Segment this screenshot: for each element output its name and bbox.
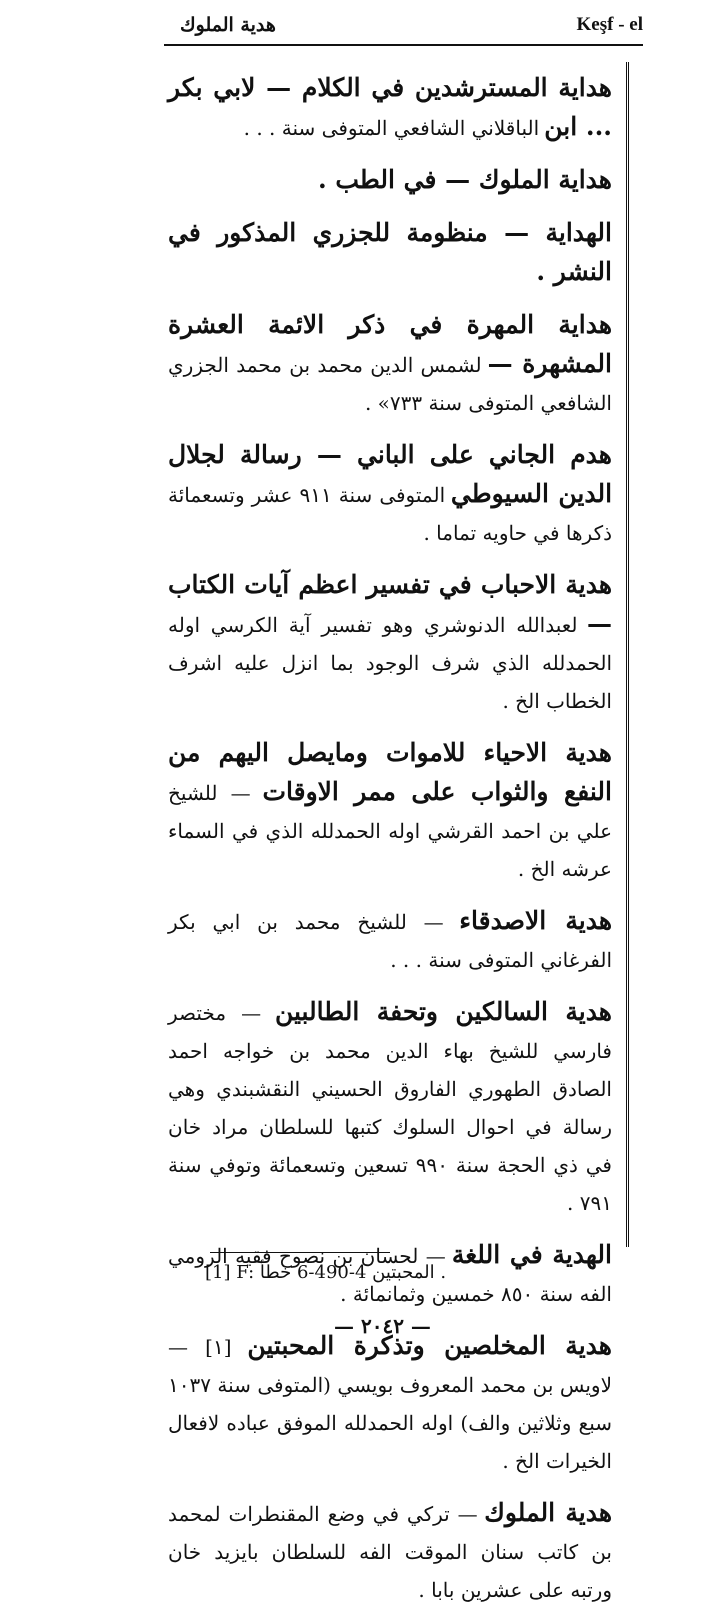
page-number: — ٢٠٤٢ — [334,1314,431,1338]
entries-column [168,70,612,1624]
entry-body: المتوفى سنة ٩١١ عشر وتسعمائة ذكرها في حاويه تماما . [168,483,612,545]
entry-title: الهداية — منظومة للجزري المذكور في النشر . [168,218,612,286]
entry-title: هدية الاصدقاء [459,906,613,935]
entry-body: [١] — لاويس بن محمد المعروف بويسي (المتوفى سنة ١٠٣٧ سبع وثلاثين والف) اوله الحمدلله الموفق عباده لافعال الخيرات الخ . [168,1335,612,1473]
entry-body: — لحسان بن نصوح فقيه الرومي الفه سنة ٨٥٠ خمسين وثمانمائة . [168,1244,612,1306]
entry-title: هدية الاحياء للاموات ومايصل اليهم من النفع والثواب على ممر الاوقات [168,738,612,806]
entry-title: هدية المخلصين وتذكرة المحبتين [247,1331,612,1360]
entry-12 [168,1495,612,1610]
entry-5 [168,437,612,553]
running-header-title-arabic: هدية الملوك [180,14,276,36]
entry-11 [168,1328,612,1481]
entry-1 [168,70,612,148]
entry-title: هدية السالكين وتحفة الطالبين [274,997,612,1026]
running-header [150,14,643,40]
running-header-title-latin: Keşf - el [576,14,643,35]
entry-title: هداية المسترشدين في الكلام — لابي بكر ... ابن [168,73,612,141]
entry-9 [168,994,612,1223]
margin-double-rule [626,62,629,1247]
entry-body: الباقلاني الشافعي المتوفى سنة . . . [243,116,540,140]
entry-2 [168,162,612,201]
header-rule [164,44,643,46]
entry-title: هداية الملوك — في الطب . [317,165,612,194]
entry-6 [168,567,612,721]
entry-title: هدم الجاني على الباني — رسالة لجلال الدين السيوطي [168,440,613,508]
entry-body: — مختصر فارسي للشيخ بهاء الدين محمد بن خواجه احمد الصادق الطهوري الفاروق الحسيني النقشبندي وهي رسالة في احوال السلوك كتبها للسلطان مراد خان في ذي الحجة سنة ٩٩٠ تسعين وتسعمائة وتوفي سنة ٧٩١ . [168,1001,612,1215]
entry-4 [168,307,612,423]
entry-3 [168,215,612,293]
entry-body: لعبدالله الدنوشري وهو تفسير آية الكرسي اوله الحمدلله الذي شرف الوجود بما انزل عليه اشرف الخطاب الخ . [168,613,612,713]
entry-body: — تركي في وضع المقنطرات لمحمد بن كاتب سنان الموقت الفه للسلطان بايزيد خان ورتبه على عشرين بابا . [168,1502,612,1602]
entry-8 [168,903,612,980]
entry-title: الهدية في اللغة [451,1240,612,1269]
entry-body: — للشيخ علي بن احمد القرشي اوله الحمدلله الذي في السماء عرشه الخ . [168,781,612,881]
entry-body: — للشيخ محمد بن ابي بكر الفرغاني المتوفى سنة . . . [168,910,612,972]
entry-title: هدية الملوك [484,1498,613,1527]
entry-7 [168,735,612,889]
entry-title: هدية الاحباب في تفسير اعظم آيات الكتاب — [168,570,613,638]
footnote-rule [210,1252,390,1253]
entry-title: هداية المهرة في ذكر الائمة العشرة المشهرة — [168,310,612,378]
entry-body: لشمس الدين محمد بن محمد الجزري الشافعي المتوفى سنة ٧٣٣» . [168,353,612,415]
footnote: [1] F: المحبتين 4-490-6 خطأ . [205,1262,447,1283]
